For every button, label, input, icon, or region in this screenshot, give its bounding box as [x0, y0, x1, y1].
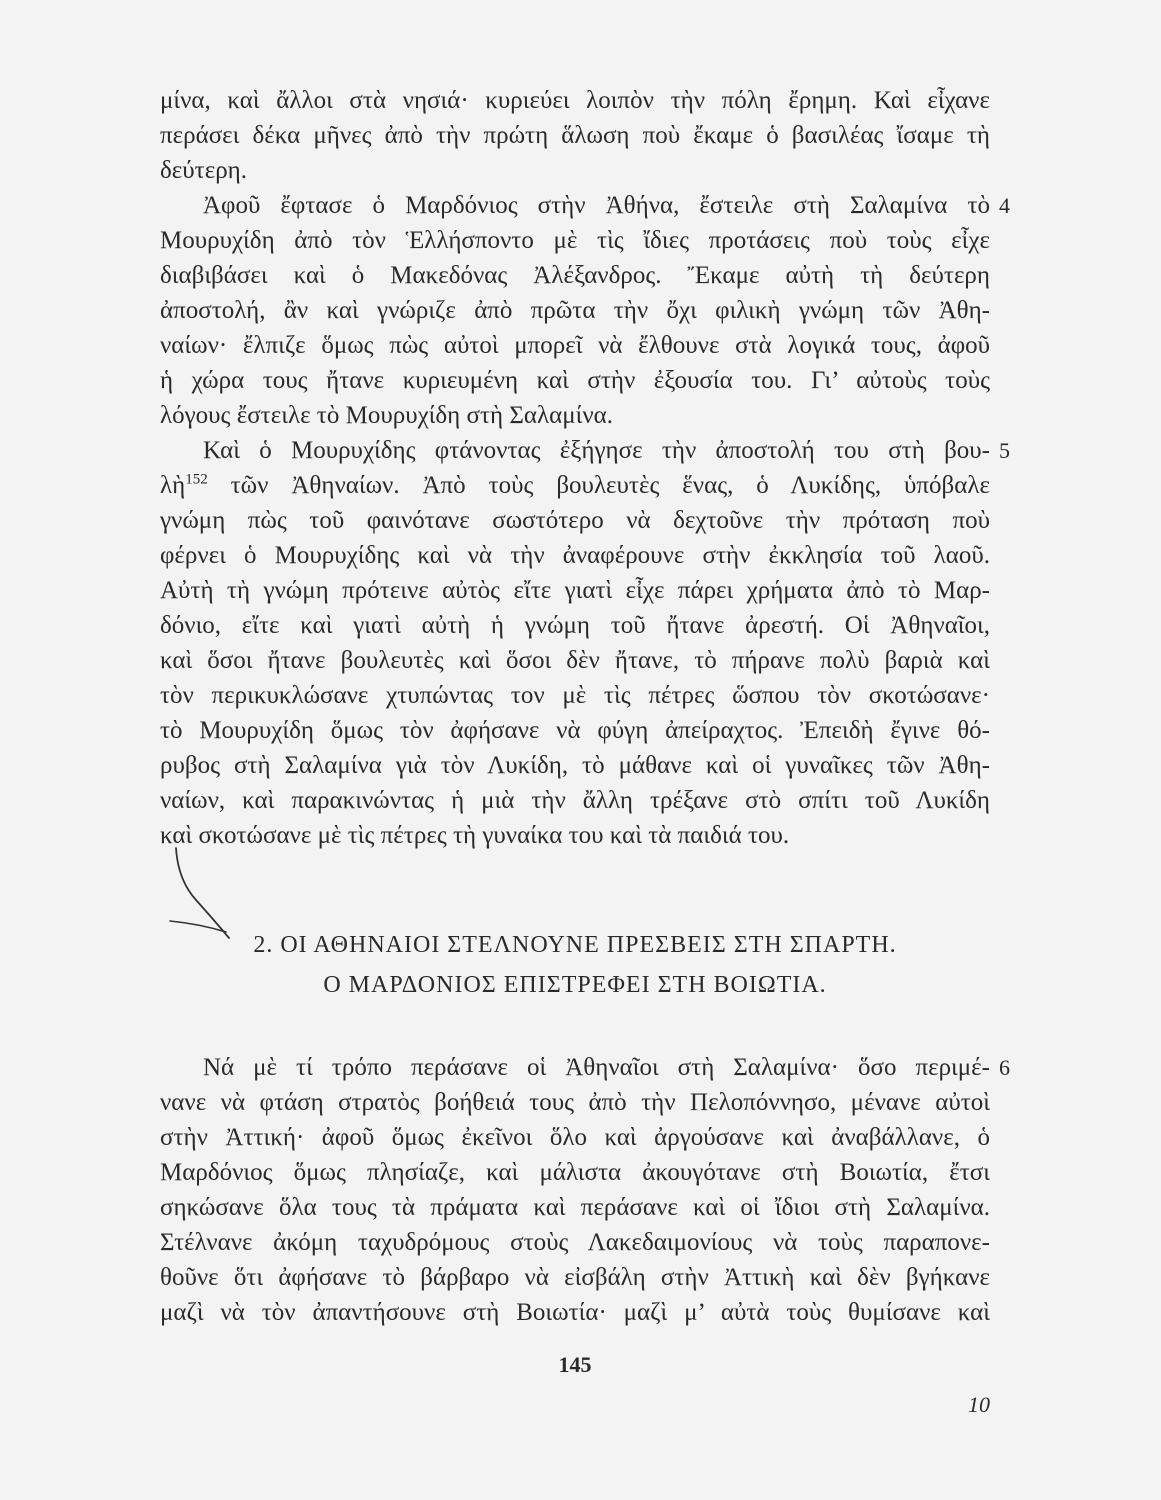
text-line: μαζὶ νὰ τὸν ἀπαντήσουνε στὴ Βοιωτία· μαζὶ μ’ αὐτὰ τοὺς θυμίσανε καὶ [160, 1299, 990, 1326]
text-line: ναίων, καὶ παρακινώντας ἡ μιὰ τὴν ἄλλη τρέξανε στὸ σπίτι τοῦ Λυκίδη [160, 787, 990, 814]
section-number: 5 [999, 438, 1010, 463]
text-line: τὸ Μουρυχίδη ὅμως τὸν ἀφήσανε νὰ φύγη ἀπείραχτος. Ἐπειδὴ ἔγινε θό- [160, 717, 990, 744]
text-line: ἀποστολή, ἂν καὶ γνώριζε ἀπὸ πρῶτα τὴν ὄχι φιλικὴ γνώμη τῶν Ἀθη- [160, 297, 990, 324]
text-line: Στέλνανε ἀκόμη ταχυδρόμους στοὺς Λακεδαιμονίους νὰ τοὺς παραπονε- [160, 1229, 990, 1256]
heading-line: Ο ΜΑΡΔΟΝΙΟΣ ΕΠΙΣΤΡΕΦΕΙ ΣΤΗ ΒΟΙΩΤΙΑ. [323, 972, 827, 998]
text-line: σηκώσανε ὅλα τους τὰ πράματα καὶ περάσανε καὶ οἱ ἴδιοι στὴ Σαλαμίνα. [160, 1194, 990, 1221]
text-line: διαβιβάσει καὶ ὁ Μακεδόνας Ἀλέξανδρος. Ἔκαμε αὐτὴ τὴ δεύτερη [160, 262, 990, 289]
text-line: φέρνει ὁ Μουρυχίδης καὶ νὰ τὴν ἀναφέρουνε στὴν ἐκκλησία τοῦ λαοῦ. [160, 542, 990, 569]
text-line: ναίων· ἔλπιζε ὅμως πὼς αὐτοὶ μπορεῖ νὰ ἔλθουνε στὰ λογικά τους, ἀφοῦ [160, 332, 990, 359]
text-line: γνώμη πὼς τοῦ φαινότανε σωστότερο νὰ δεχτοῦνε τὴν πρόταση ποὺ [160, 507, 990, 534]
section-number: 6 [999, 1055, 1010, 1080]
text-block-before-heading [160, 83, 1010, 853]
paragraph [160, 1050, 1010, 1330]
text-line: νανε νὰ φτάση στρατὸς βοήθειά τους ἀπὸ τὴν Πελοπόννησο, μένανε αὐτοὶ [160, 1089, 990, 1116]
signature-mark: 10 [968, 1392, 990, 1417]
page-number: 145 [558, 1352, 592, 1377]
paragraph [160, 83, 990, 188]
text-line: λόγους ἔστειλε τὸ Μουρυχίδη στὴ Σαλαμίνα. [160, 402, 613, 429]
paragraph [160, 188, 1010, 433]
text-line: περάσει δέκα μῆνες ἀπὸ τὴν πρώτη ἅλωση ποὺ ἔκαμε ὁ βασιλέας ἴσαμε τὴ [160, 122, 990, 149]
text-line: λὴ$^{152}$ τῶν Ἀθηναίων. Ἀπὸ τοὺς βουλευτὲς ἕνας, ὁ Λυκίδης, ὑπόβαλε [160, 471, 990, 499]
text-line: ἡ χώρα τους ἤτανε κυριευμένη καὶ στὴν ἐξουσία του. Γι’ αὐτοὺς τοὺς [160, 367, 990, 394]
text-line: Μουρυχίδη ἀπὸ τὸν Ἑλλήσποντο μὲ τὶς ἴδιες προτάσεις ποὺ τοὺς εἶχε [160, 227, 990, 254]
text-line: τὸν περικυκλώσανε χτυπώντας τον μὲ τὶς πέτρες ὥσπου τὸν σκοτώσανε· [160, 682, 990, 709]
text-line: ρυβος στὴ Σαλαμίνα γιὰ τὸν Λυκίδη, τὸ μάθανε καὶ οἱ γυναῖκες τῶν Ἀθη- [160, 752, 990, 779]
text-line: δόνιο, εἴτε καὶ γιατὶ αὐτὴ ἡ γνώμη τοῦ ἤτανε ἀρεστή. Οἱ Ἀθηναῖοι, [160, 612, 990, 639]
text-block-after-heading [160, 1050, 1010, 1330]
text-line: καὶ ὅσοι ἤτανε βουλευτὲς καὶ ὅσοι δὲν ἤτανε, τὸ πήρανε πολὺ βαριὰ καὶ [160, 647, 990, 674]
heading-line: 2. ΟΙ ΑΘΗΝΑΙΟΙ ΣΤΕΛΝΟΥΝΕ ΠΡΕΣΒΕΙΣ ΣΤΗ ΣΠΑΡΤΗ. [253, 932, 897, 958]
text-line: Μαρδόνιος ὅμως πλησίαζε, καὶ μάλιστα ἀκουγότανε στὴ Βοιωτία, ἔτσι [160, 1159, 990, 1186]
section-heading [160, 925, 990, 1005]
text-line: καὶ σκοτώσανε μὲ τὶς πέτρες τὴ γυναίκα του καὶ τὰ παιδιά του. [160, 822, 790, 849]
text-line: θοῦνε ὅτι ἀφήσανε τὸ βάρβαρο νὰ εἰσβάλη στὴν Ἀττικὴ καὶ δὲν βγήκανε [160, 1264, 990, 1291]
section-number: 4 [999, 193, 1010, 218]
text-line: Καὶ ὁ Μουρυχίδης φτάνοντας ἐξήγησε τὴν ἀποστολή του στὴ βου- [203, 437, 990, 464]
paragraph [160, 433, 1010, 853]
text-line: Αὐτὴ τὴ γνώμη πρότεινε αὐτὸς εἴτε γιατὶ εἶχε πάρει χρήματα ἀπὸ τὸ Μαρ- [160, 577, 990, 604]
text-line: Νά μὲ τί τρόπο περάσανε οἱ Ἀθηναῖοι στὴ Σαλαμίνα· ὅσο περιμέ- [203, 1054, 990, 1081]
text-line: μίνα, καὶ ἄλλοι στὰ νησιά· κυριεύει λοιπὸν τὴν πόλη ἔρημη. Καὶ εἶχανε [160, 87, 990, 114]
text-line: Ἀφοῦ ἔφτασε ὁ Μαρδόνιος στὴν Ἀθήνα, ἔστειλε στὴ Σαλαμίνα τὸ [203, 192, 990, 219]
footnote-ref: 152 [185, 471, 208, 488]
text-line: στὴν Ἀττική· ἀφοῦ ὅμως ἐκεῖνοι ὅλο καὶ ἀργούσανε καὶ ἀναβάλλανε, ὁ [160, 1124, 990, 1151]
text-line: δεύτερη. [160, 157, 247, 184]
